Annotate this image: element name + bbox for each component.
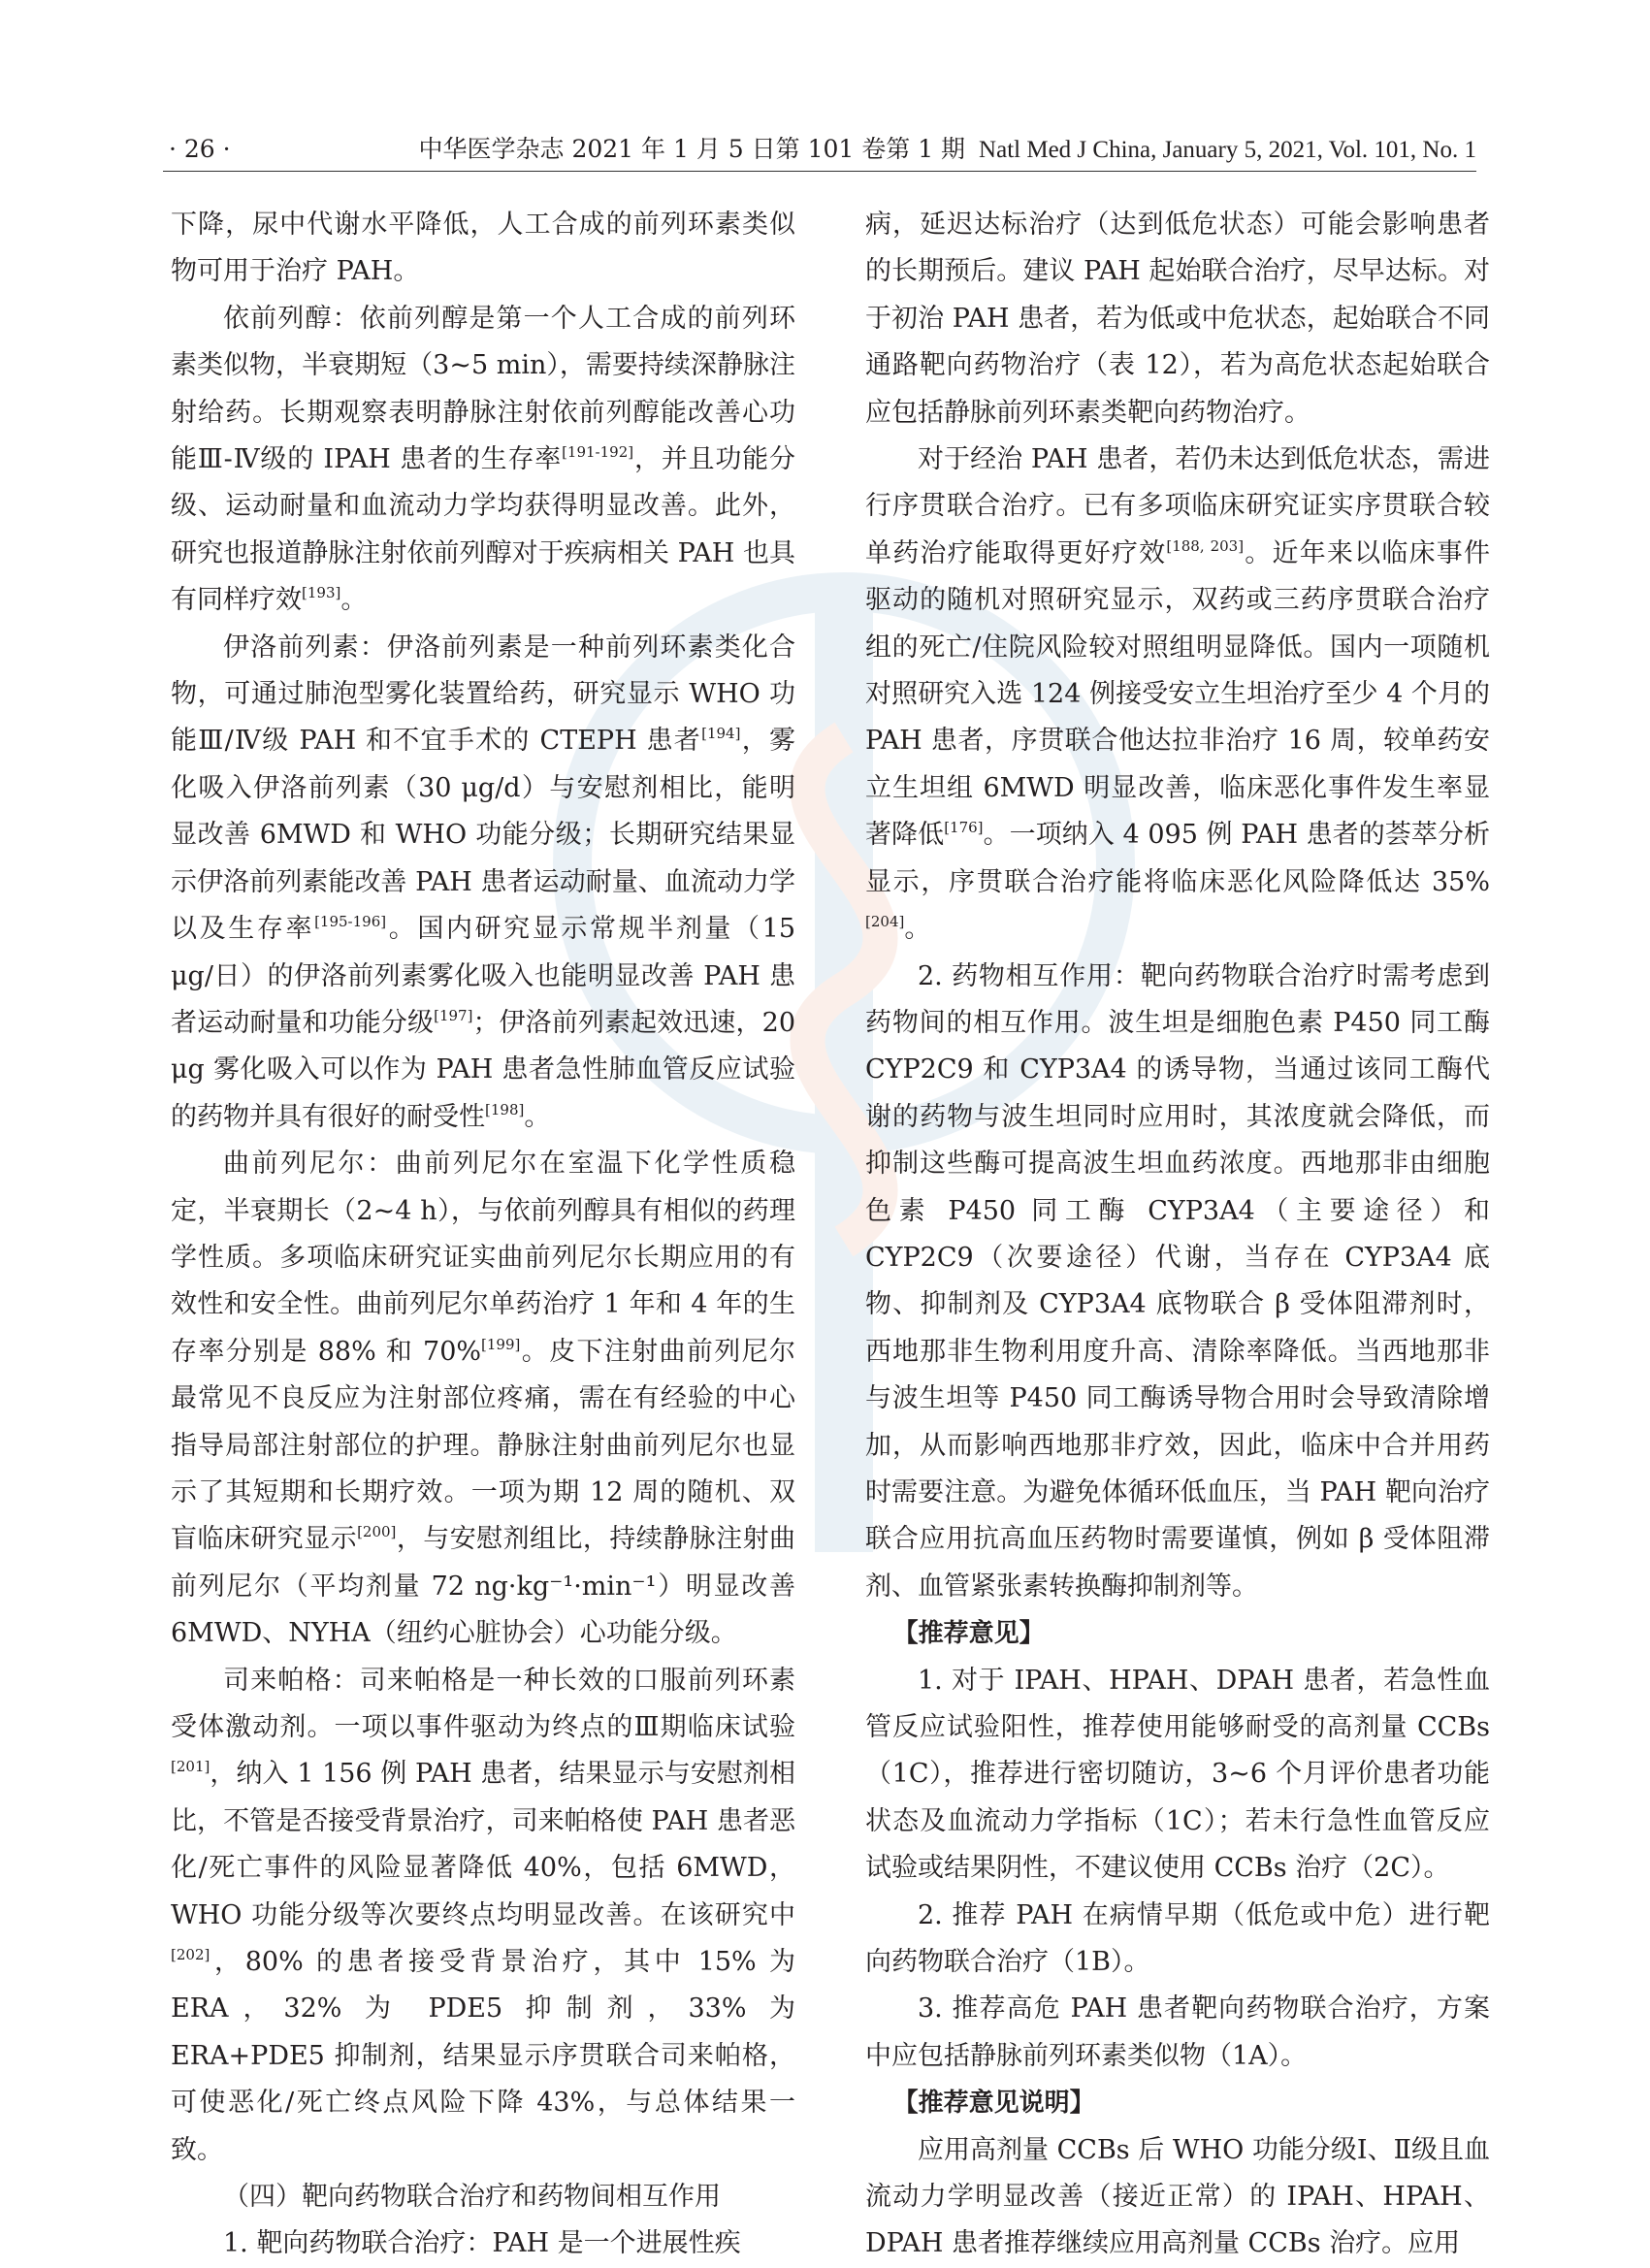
paragraph: 1. 靶向药物联合治疗：PAH 是一个进展性疾 [223,2228,741,2259]
citation: [191-192] [562,443,634,462]
recommendation-notes-heading: 【推荐意见说明】 [892,2089,1095,2119]
paragraph-epoprostenol: 依前列醇：依前列醇是第一个人工合成的前列环素类似物，半衰期短（3~5 min），需要持续深静脉注射给药。长期观察表明静脉注射依前列醇能改善心功能Ⅲ-Ⅳ级的 IPAH 患者的生存率[191-192]，并且功能分级、运动耐量和血流动力学均获得明显改善。此外，研究也报道静脉注射依前列醇对于疾病相关 PAH 也具有同样疗效[193]。 [171,303,795,616]
left-column [171,202,795,2268]
citation: [195-196] [314,913,387,931]
journal-name-cn: 中华医学杂志 2021 年 1 月 5 日第 101 卷第 1 期 [418,135,966,163]
recommendation-item: 3. 推荐高危 PAH 患者靶向药物联合治疗，方案中应包括静脉前列环素类似物（1A）。 [865,1993,1490,2071]
citation: [176] [944,819,984,837]
recommendation-item: 1. 对于 IPAH、HPAH、DPAH 患者，若急性血管反应试验阳性，推荐使用能够耐受的高剂量 CCBs（1C），推荐进行密切随访，3~6 个月评价患者功能状态及血流动力学指标（1C）；若未行急性血管反应试验或结果阴性，不建议使用 CCBs 治疗（2C）。 [865,1665,1490,1884]
paragraph: 病，延迟达标治疗（达到低危状态）可能会影响患者的长期预后。建议 PAH 起始联合治疗，尽早达标。对于初治 PAH 患者，若为低或中危状态，起始联合不同通路靶向药物治疗（表 12），若为高危状态起始联合应包括静脉前列环素类靶向药物治疗。 [865,210,1490,428]
citation: [204] [865,913,905,931]
citation: [199] [481,1335,521,1353]
paragraph: 应用高剂量 CCBs 后 WHO 功能分级Ⅰ、Ⅱ级且血流动力学明显改善（接近正常）的 IPAH、HPAH、DPAH 患者推荐继续应用高剂量 CCBs 治疗。应用 [865,2134,1490,2259]
citation: [188, 203] [1166,536,1245,555]
page-header [163,132,1476,167]
header-rule [163,171,1476,172]
citation: [201] [171,1758,210,1776]
citation: [193] [302,584,341,602]
right-column [865,202,1490,2268]
citation: [202] [171,1946,210,1964]
citation: [197] [434,1006,473,1024]
recommendation-item: 2. 推荐 PAH 在病情早期（低危或中危）进行靶向药物联合治疗（1B）。 [865,1899,1490,1978]
citation: [200] [357,1523,397,1541]
journal-name-en: Natl Med J China, January 5, 2021, Vol. 101, No. 1 [979,137,1476,163]
citation: [198] [485,1100,525,1118]
citation: [194] [701,725,741,743]
paragraph-iloprost: 伊洛前列素：伊洛前列素是一种前列环素类化合物，可通过肺泡型雾化装置给药，研究显示 WHO 功能Ⅲ/Ⅳ级 PAH 和不宜手术的 CTEPH 患者[194]，雾化吸入伊洛前列素（30 μg/d）与安慰剂相比，能明显改善 6MWD 和 WHO 功能分级；长期研究结果显示伊洛前列素能改善 PAH 患者运动耐量、血流动力学以及生存率[195-196]。国内研究显示常规半剂量（15 μg/日）的伊洛前列素雾化吸入也能明显改善 PAH 患者运动耐量和功能分级[197]；伊洛前列素起效迅速，20 μg 雾化吸入可以作为 PAH 患者急性肺血管反应试验的药物并具有很好的耐受性[198]。 [171,632,796,1132]
section-heading: （四）靶向药物联合治疗和药物间相互作用 [223,2182,721,2213]
paragraph-drug-interactions: 2. 药物相互作用：靶向药物联合治疗时需考虑到药物间的相互作用。波生坦是细胞色素 P450 同工酶 CYP2C9 和 CYP3A4 的诱导物，当通过该同工酶代谢的药物与波生坦同时应用时，其浓度就会降低，而抑制这些酶可提高波生坦血药浓度。西地那非由细胞色素 P450 同工酶 CYP3A4（主要途径）和 CYP2C9（次要途径）代谢，当存在 CYP3A4 底物、抑制剂及 CYP3A4 底物联合 β 受体阻滞剂时，西地那非生物利用度升高、清除率降低。当西地那非与波生坦等 P450 同工酶诱导物合用时会导致清除增加，从而影响西地那非疗效，因此，临床中合并用药时需要注意。为避免体循环低血压，当 PAH 靶向治疗联合应用抗高血压药物时需要谨慎，例如 β 受体阻滞剂、血管紧张素转换酶抑制剂等。 [865,960,1490,1602]
paragraph-treprostinil: 曲前列尼尔：曲前列尼尔在室温下化学性质稳定，半衰期长（2~4 h），与依前列醇具有相似的药理学性质。多项临床研究证实曲前列尼尔长期应用的有效性和安全性。曲前列尼尔单药治疗 1 年和 4 年的生存率分别是 88% 和 70%[199]。皮下注射曲前列尼尔最常见不良反应为注射部位疼痛，需在有经验的中心指导局部注射部位的护理。静脉注射曲前列尼尔也显示了其短期和长期疗效。一项为期 12 周的随机、双盲临床研究显示[200]，与安慰剂组比，持续静脉注射曲前列尼尔（平均剂量 72 ng·kg⁻¹·min⁻¹）明显改善 6MWD、NYHA（纽约心脏协会）心功能分级。 [171,1149,796,1649]
paragraph: 下降，尿中代谢水平降低，人工合成的前列环素类似物可用于治疗 PAH。 [171,210,795,287]
recommendation-heading: 【推荐意见】 [892,1619,1045,1649]
page-number: · 26 · [169,135,231,163]
paragraph-selexipag: 司来帕格：司来帕格是一种长效的口服前列环素受体激动剂。一项以事件驱动为终点的Ⅲ期临床试验[201]，纳入 1 156 例 PAH 患者，结果显示与安慰剂相比，不管是否接受背景治疗，司来帕格使 PAH 患者恶化/死亡事件的风险显著降低 40%，包括 6MWD，WHO 功能分级等次要终点均明显改善。在该研究中[202]，80% 的患者接受背景治疗，其中 15% 为 ERA，32% 为 PDE5 抑制剂，33% 为 ERA+PDE5 抑制剂，结果显示序贯联合司来帕格，可使恶化/死亡终点风险下降 43%，与总体结果一致。 [171,1665,795,2165]
paragraph-sequential-therapy: 对于经治 PAH 患者，若仍未达到低危状态，需进行序贯联合治疗。已有多项临床研究证实序贯联合较单药治疗能取得更好疗效[188, 203]。近年来以临床事件驱动的随机对照研究显示，双药或三药序贯联合治疗组的死亡/住院风险较对照组明显降低。国内一项随机对照研究入选 124 例接受安立生坦治疗至少 4 个月的 PAH 患者，序贯联合他达拉非治疗 16 周，较单药安立生坦组 6MWD 明显改善，临床恶化事件发生率显著降低[176]。一项纳入 4 095 例 PAH 患者的荟萃分析显示，序贯联合治疗能将临床恶化风险降低达 35%[204]。 [865,444,1491,945]
journal-citation [419,132,1476,168]
